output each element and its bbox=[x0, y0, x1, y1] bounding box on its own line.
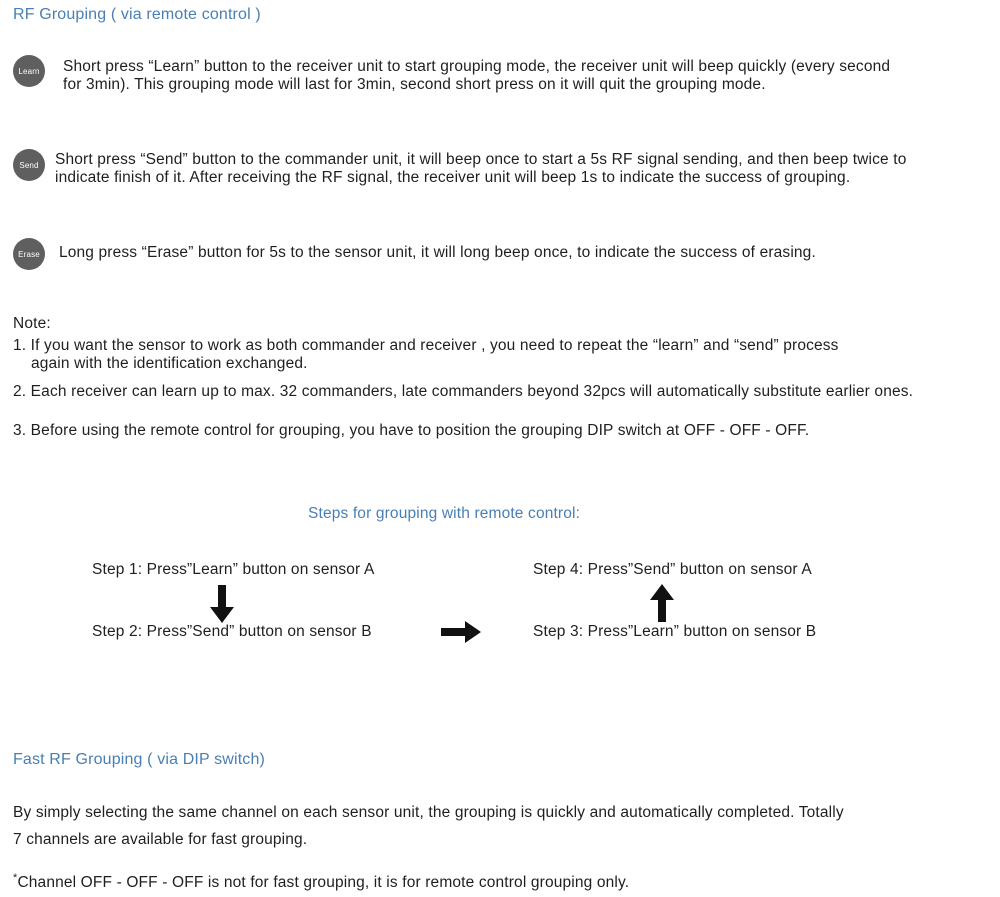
learn-instruction-line-1: Short press “Learn” button to the receiver unit to start grouping mode, the receiver unit will beep quickly (every second bbox=[63, 58, 891, 75]
steps-title: Steps for grouping with remote control: bbox=[308, 505, 581, 522]
step-4: Step 4: Press”Send” button on sensor A bbox=[533, 561, 812, 578]
send-instruction bbox=[55, 151, 906, 187]
note-item-3-line-1: 3. Before using the remote control for grouping, you have to position the grouping DIP switch at OFF - OFF - OFF. bbox=[13, 422, 810, 439]
learn-instruction bbox=[63, 58, 890, 94]
erase-instruction-line-1: Long press “Erase” button for 5s to the sensor unit, it will long beep once, to indicate the success of erasing. bbox=[59, 244, 816, 261]
learn-instruction-line-2: for 3min). This grouping mode will last for 3min, second short press on it will quit the grouping mode. bbox=[63, 76, 766, 93]
section-heading-fast-rf-grouping: Fast RF Grouping ( via DIP switch) bbox=[13, 751, 265, 768]
step-3: Step 3: Press”Learn” button on sensor B bbox=[533, 623, 817, 640]
erase-instruction bbox=[59, 244, 816, 262]
footnote-text: Channel OFF - OFF - OFF is not for fast grouping, it is for remote control grouping only. bbox=[17, 874, 630, 892]
fast-grouping-text-line-2: 7 channels are available for fast grouping. bbox=[13, 831, 308, 848]
step-2: Step 2: Press”Send” button on sensor B bbox=[92, 623, 372, 640]
learn-button-icon: Learn bbox=[13, 55, 45, 87]
fast-grouping-text-line-1: By simply selecting the same channel on each sensor unit, the grouping is quickly and automatically completed. Totally bbox=[13, 804, 844, 821]
arrow-down-icon bbox=[210, 585, 234, 623]
note-item-2 bbox=[13, 383, 913, 401]
footnote-mark: * bbox=[13, 872, 18, 884]
arrow-up-icon bbox=[650, 584, 674, 622]
erase-button-icon: Erase bbox=[13, 238, 45, 270]
send-button-icon: Send bbox=[13, 149, 45, 181]
footnote bbox=[13, 872, 629, 892]
note-item-1-line-1: 1. If you want the sensor to work as both commander and receiver , you need to repeat the “learn” and “send” process bbox=[13, 337, 839, 354]
note-label: Note: bbox=[13, 315, 51, 332]
section-heading-rf-grouping: RF Grouping ( via remote control ) bbox=[13, 6, 261, 23]
step-1: Step 1: Press”Learn” button on sensor A bbox=[92, 561, 375, 578]
note-item-1-line-2: again with the identification exchanged. bbox=[31, 355, 308, 372]
note-item-2-line-1: 2. Each receiver can learn up to max. 32 commanders, late commanders beyond 32pcs will automatically substitute earlier ones. bbox=[13, 383, 914, 400]
send-instruction-line-2: indicate finish of it. After receiving the RF signal, the receiver unit will beep 1s to indicate the success of grouping. bbox=[55, 169, 851, 186]
send-instruction-line-1: Short press “Send” button to the commander unit, it will beep once to start a 5s RF signal sending, and then beep twice to bbox=[55, 151, 907, 168]
arrow-right-icon bbox=[441, 621, 481, 643]
note-item-3 bbox=[13, 422, 809, 440]
note-item-1 bbox=[13, 337, 839, 373]
